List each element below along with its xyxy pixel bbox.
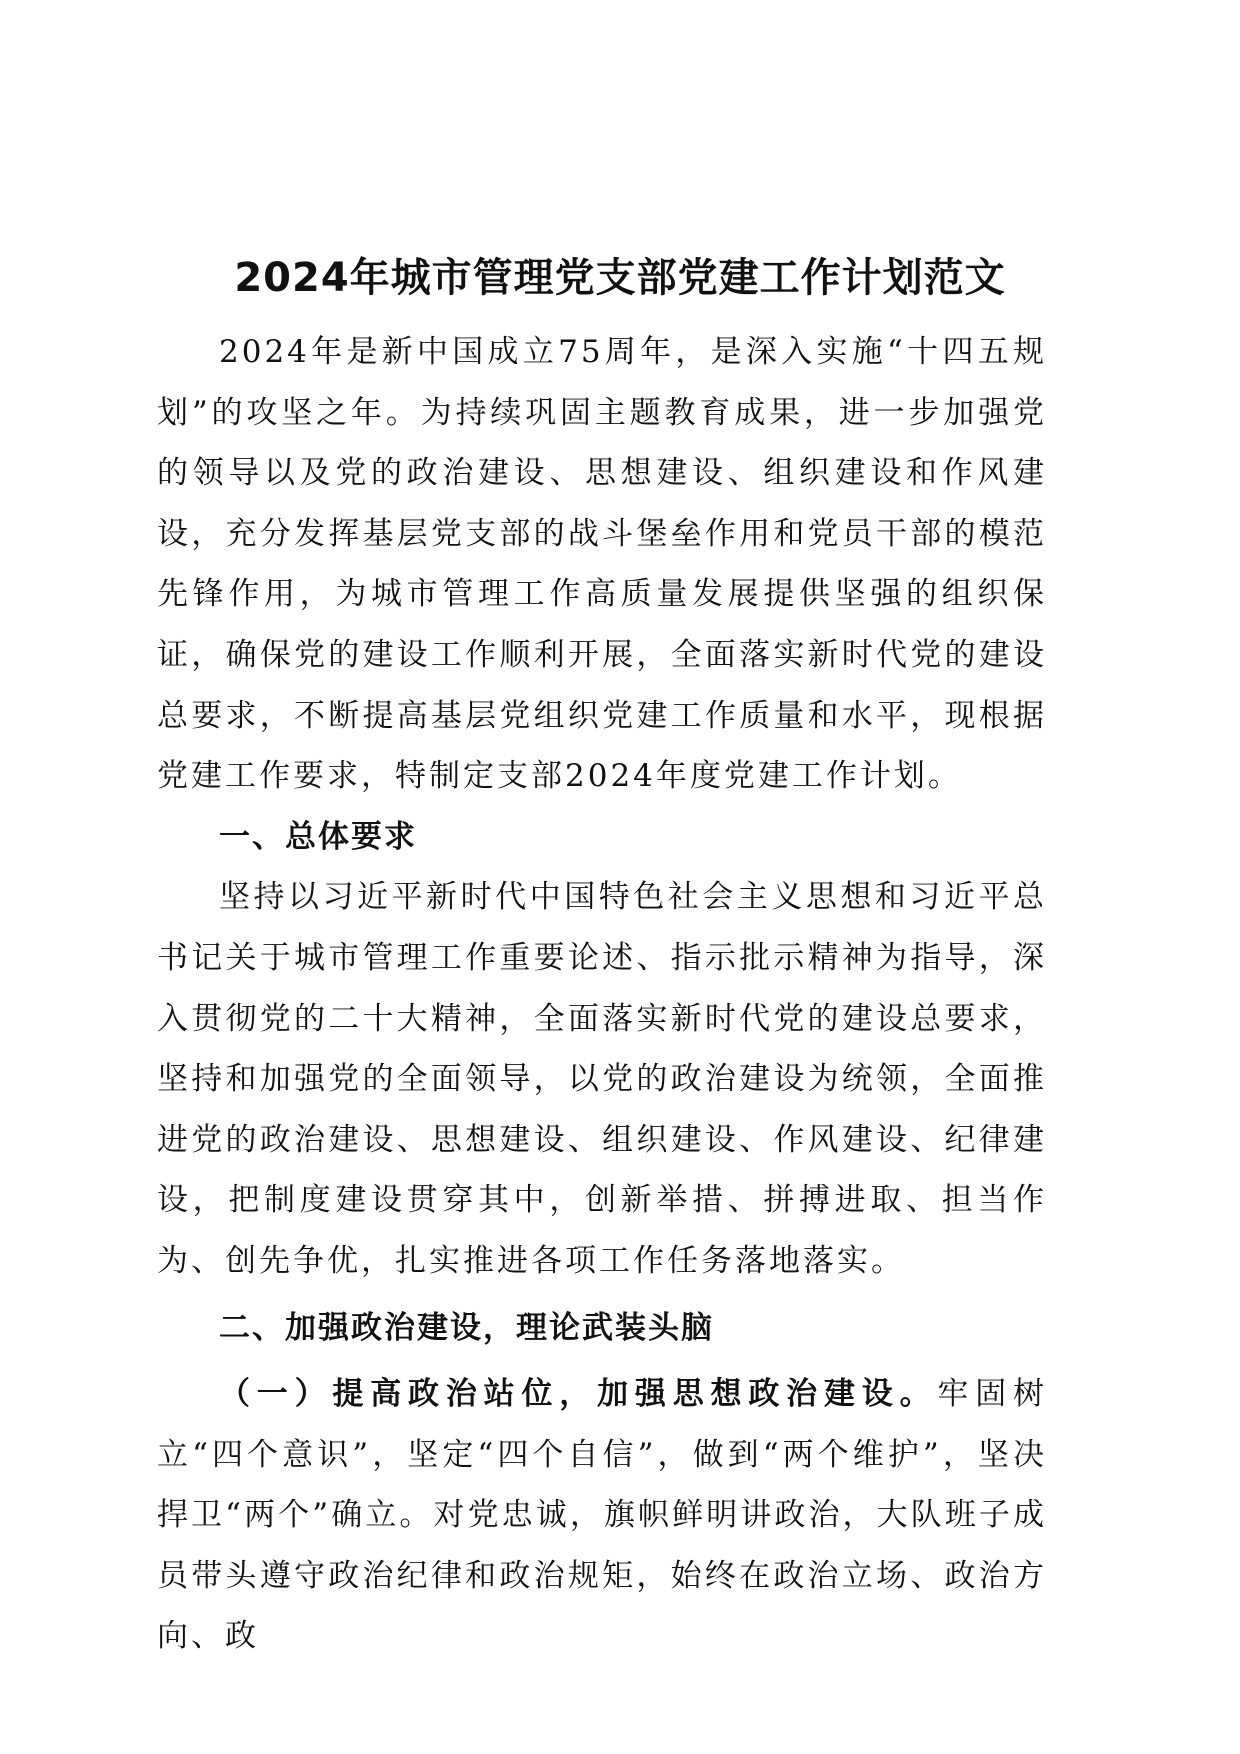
subsection-text: 牢固树立“四个意识”，坚定“四个自信”，做到“两个维护”，坚决捍卫“两个”确立。对党忠诚，旗帜鲜明讲政治，大队班子成员带头遵守政治纪律和政治规矩，始终在政治立场、政治方向、政: [157, 1376, 1048, 1655]
document-body: [157, 322, 1047, 1667]
document-title: 2024年城市管理党支部党建工作计划范文: [234, 255, 1006, 301]
section-heading-overall-requirements: 一、总体要求: [219, 818, 417, 855]
subsection-paragraph-political-stance: [157, 1364, 1047, 1667]
section-paragraph-overall-requirements: 坚持以习近平新时代中国特色社会主义思想和习近平总书记关于城市管理工作重要论述、指示批示精神为指导，深入贯彻党的二十大精神，全面落实新时代党的建设总要求，坚持和加强党的全面领导，以党的政治建设为统领，全面推进党的政治建设、思想建设、组织建设、作风建设、纪律建设，把制度建设贯穿其中，创新举措、拼搏进取、担当作为、创先争优，扎实推进各项工作任务落地落实。: [157, 879, 1047, 1279]
intro-paragraph: 2024年是新中国成立75周年，是深入实施“十四五规划”的攻坚之年。为持续巩固主题教育成果，进一步加强党的领导以及党的政治建设、思想建设、组织建设和作风建设，充分发挥基层党支部的战斗堡垒作用和党员干部的模范先锋作用，为城市管理工作高质量发展提供坚强的组织保证，确保党的建设工作顺利开展，全面落实新时代党的建设总要求，不断提高基层党组织党建工作质量和水平，现根据党建工作要求，特制定支部2024年度党建工作计划。: [157, 334, 1047, 795]
section-heading-political-building: 二、加强政治建设，理论武装头脑: [219, 1309, 714, 1346]
subsection-lead: （一）提高政治站位，加强思想政治建设。: [219, 1376, 938, 1413]
